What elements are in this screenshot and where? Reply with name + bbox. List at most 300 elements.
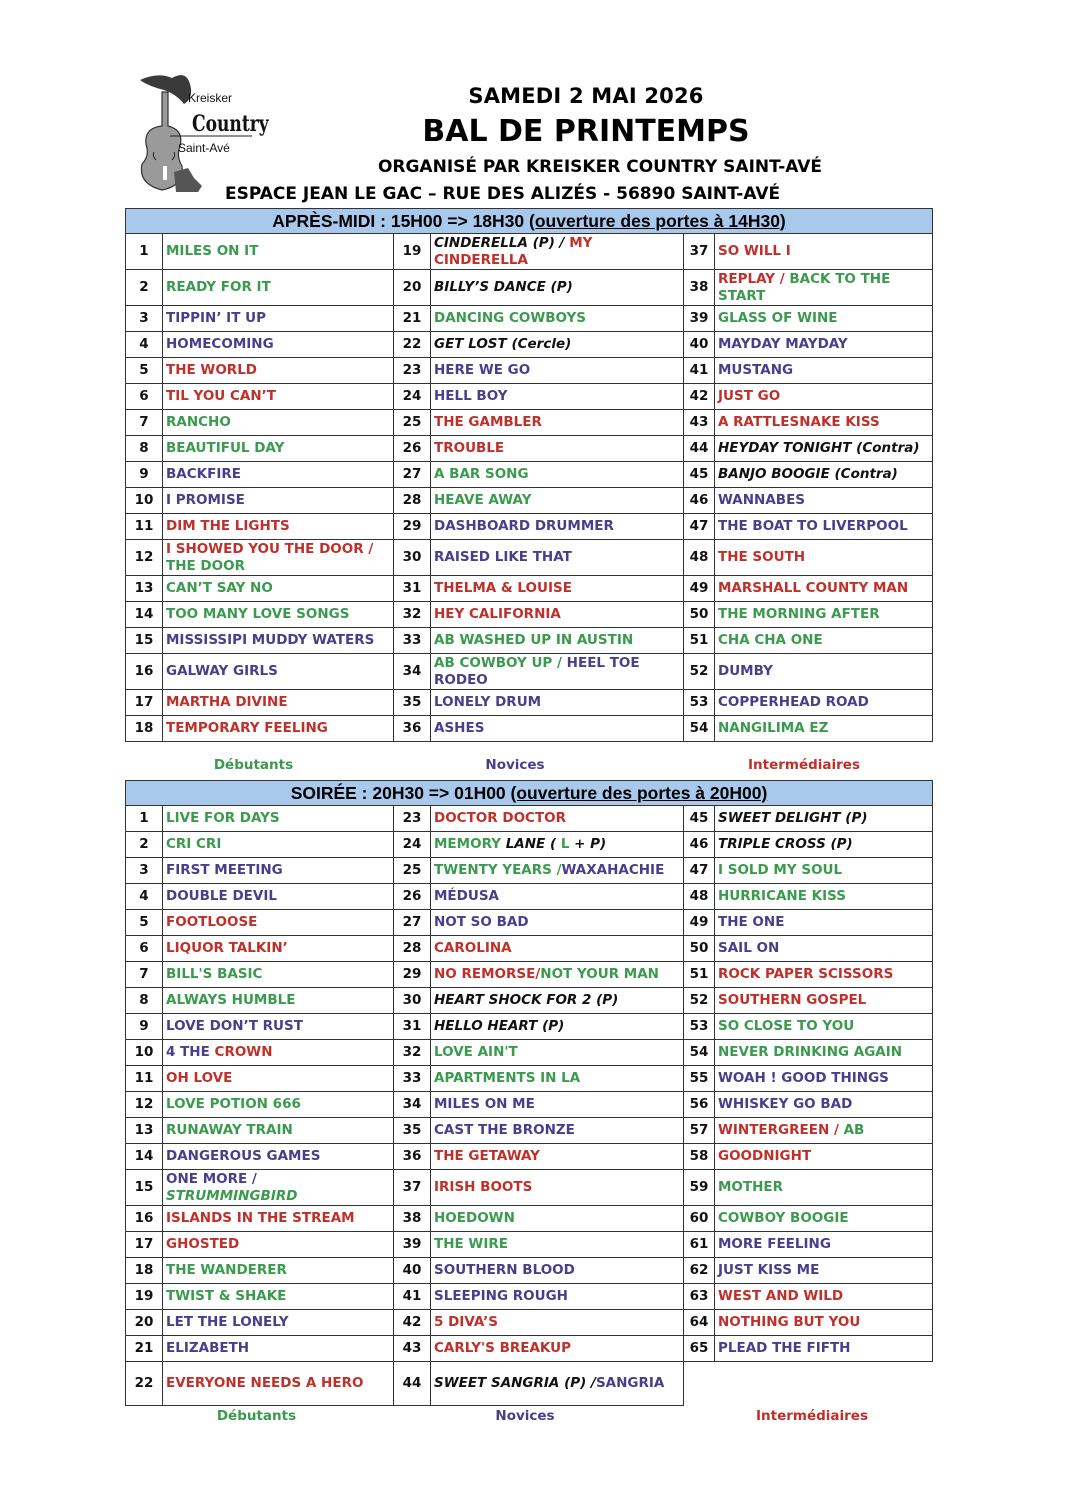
dance-title-part: HELLO HEART (P) [434,1018,565,1034]
dance-title-part: WHISKEY GO BAD [718,1096,853,1112]
dance-title-part: APARTMENTS IN LA [434,1070,581,1086]
dance-title [431,806,684,832]
dance-title-part: THE WANDERER [166,1262,287,1278]
dance-number: 50 [684,602,715,628]
dance-number: 53 [684,1014,715,1040]
dance-number: 39 [684,306,715,332]
dance-title [163,234,394,270]
dance-title [431,384,684,410]
table-row [126,1170,933,1206]
dance-number: 17 [126,690,163,716]
dance-number: 3 [126,858,163,884]
legend-novices-evening: Novices [495,1408,555,1424]
dance-number: 62 [684,1258,715,1284]
dance-number: 16 [126,1206,163,1232]
dance-title [163,1144,394,1170]
dance-title [163,1066,394,1092]
dance-title [715,436,933,462]
table-row [126,384,933,410]
dance-title [431,716,684,742]
dance-title [715,988,933,1014]
dance-number: 40 [394,1258,431,1284]
dance-title [431,332,684,358]
table-row [126,1144,933,1170]
event-title: BAL DE PRINTEMPS [422,114,750,149]
dance-title-part: CARLY'S BREAKUP [434,1340,572,1356]
dance-title [431,358,684,384]
dance-number: 59 [684,1170,715,1206]
dance-title-part: STRUMMINGBIRD [166,1187,298,1204]
legend-debutants-evening: Débutants [216,1408,297,1424]
dance-title-part: ASHES [434,720,485,736]
dance-number: 5 [126,910,163,936]
dance-title-part: ONE MORE / [166,1170,257,1187]
dance-title-part: LOVE DON’T RUST [166,1018,303,1034]
dance-title-part: WAXAHACHIE [561,862,665,878]
dance-title [431,1092,684,1118]
dance-number: 18 [126,1258,163,1284]
dance-title-part: MUSTANG [718,362,794,378]
dance-number: 57 [684,1118,715,1144]
dance-title-part: LIQUOR TALKIN’ [166,940,288,956]
dance-title-part: MILES ON IT [166,243,259,259]
dance-title [715,1232,933,1258]
dance-title-part: SOUTHERN BLOOD [434,1262,575,1278]
dance-title-part: BILLY’S DANCE (P) [434,279,573,295]
dance-title-part: RANCHO [166,414,231,430]
evening-doors-open: (ouverture des portes à 20H00) [510,782,768,803]
dance-title-part: GALWAY GIRLS [166,663,278,679]
dance-title-part: MOTHER [718,1179,784,1195]
dance-title-part: CAN’T SAY NO [166,580,273,596]
table-row [126,690,933,716]
dance-number: 36 [394,1144,431,1170]
dance-title [163,988,394,1014]
dance-number: 18 [126,716,163,742]
dance-title-part: DOCTOR DOCTOR [434,810,567,826]
dance-number: 32 [394,602,431,628]
dance-title-part: WANNABES [718,492,806,508]
dance-title [715,962,933,988]
table-row [126,1206,933,1232]
dance-title [163,936,394,962]
dance-title-part: HEEL TOE RODEO [434,654,640,688]
dance-title [431,962,684,988]
afternoon-schedule: APRÈS-MIDI : 15H00 => 18H30 [272,210,529,231]
afternoon-playlist-table [125,208,933,742]
dance-number: 32 [394,1040,431,1066]
dance-title [715,234,933,270]
dance-number: 2 [126,270,163,306]
dance-number: 45 [684,806,715,832]
legend-intermediaires: Intermédiaires [747,757,860,773]
dance-number: 27 [394,910,431,936]
dance-title [715,1284,933,1310]
dance-title-part: READY FOR IT [166,279,271,295]
dance-title-part: CHA CHA ONE [718,632,823,648]
dance-number: 11 [126,514,163,540]
dance-number: 47 [684,514,715,540]
dance-title-part: 5 DIVA’S [434,1314,498,1330]
dance-number: 15 [126,628,163,654]
dance-title [431,1118,684,1144]
dance-title-part: AB WASHED UP IN AUSTIN [434,632,634,648]
dance-number: 63 [684,1284,715,1310]
dance-title [715,384,933,410]
dance-number: 21 [394,306,431,332]
event-organizer: ORGANISÉ PAR KREISKER COUNTRY SAINT-AVÉ [377,157,823,177]
dance-title-part: DASHBOARD DRUMMER [434,518,614,534]
dance-title [431,1170,684,1206]
dance-number: 22 [126,1362,163,1406]
dance-title [163,1014,394,1040]
dance-number: 14 [126,602,163,628]
dance-title [163,690,394,716]
dance-title [163,540,394,576]
afternoon-doors-open: (ouverture des portes à 14H30) [529,210,786,231]
dance-title-part: A BAR SONG [434,466,529,482]
table-row [126,654,933,690]
table-row [126,1258,933,1284]
dance-title-part: HELL BOY [434,388,508,404]
dance-title-part: I SHOWED YOU THE DOOR / [166,540,374,557]
dance-number: 35 [394,1118,431,1144]
dance-number: 12 [126,540,163,576]
dance-title [715,410,933,436]
dance-title [715,654,933,690]
dance-title-part: SANGRIA [595,1375,665,1391]
dance-title [431,488,684,514]
dance-title [431,1040,684,1066]
dance-number: 28 [394,488,431,514]
dance-title-part: ISLANDS IN THE STREAM [166,1210,355,1226]
dance-title [715,306,933,332]
table-row [126,410,933,436]
empty-cell [684,1362,933,1406]
dance-title [431,832,684,858]
dance-title-part: NOT YOUR MAN [540,966,659,982]
dance-title-part: THE ONE [718,914,785,930]
dance-title-part: DUMBY [718,663,773,679]
dance-title-part: MAYDAY MAYDAY [718,336,848,352]
dance-title-part: CINDERELLA (P) / [434,234,570,251]
dance-title-part: CAROLINA [434,940,512,956]
dance-title [715,628,933,654]
dance-title-part: SOUTHERN GOSPEL [718,992,867,1008]
dance-title-part: DIM THE LIGHTS [166,518,290,534]
dance-title-part: ELIZABETH [166,1340,250,1356]
dance-title [431,410,684,436]
dance-title-part: FOOTLOOSE [166,914,258,930]
dance-title-part: REPLAY / [718,270,790,287]
dance-number: 43 [394,1336,431,1362]
dance-number: 37 [684,234,715,270]
dance-title-part: LANE ( [505,836,561,852]
dance-title-part: COPPERHEAD ROAD [718,694,869,710]
dance-title [431,1144,684,1170]
dance-number: 25 [394,858,431,884]
dance-title-part: RUNAWAY TRAIN [166,1122,293,1138]
dance-title-part: THE DOOR [166,557,245,574]
dance-number: 6 [126,936,163,962]
dance-title [715,1066,933,1092]
dance-title [163,436,394,462]
dance-title [163,962,394,988]
dance-title-part: JUST KISS ME [718,1262,820,1278]
dance-number: 12 [126,1092,163,1118]
dance-title [715,1258,933,1284]
dance-title [163,358,394,384]
dance-title-part: L [560,836,570,852]
dance-title [163,332,394,358]
dance-title [715,358,933,384]
dance-title-part: NO REMORSE/ [434,966,541,982]
table-row [126,1014,933,1040]
dance-title-part: DANGEROUS GAMES [166,1148,321,1164]
dance-title-part: ALWAYS HUMBLE [166,992,296,1008]
dance-number: 17 [126,1232,163,1258]
dance-title [163,806,394,832]
dance-title-part: GOODNIGHT [718,1148,812,1164]
dance-title [715,716,933,742]
dance-title-part: HEY CALIFORNIA [434,606,561,622]
table-row [126,962,933,988]
dance-number: 60 [684,1206,715,1232]
table-row [126,716,933,742]
dance-title [715,1014,933,1040]
dance-title-part: GET LOST (Cercle) [434,336,572,352]
dance-number: 31 [394,1014,431,1040]
table-row [126,988,933,1014]
dance-number: 26 [394,884,431,910]
dance-number: 38 [684,270,715,306]
dance-number: 53 [684,690,715,716]
dance-title-part: SO CLOSE TO YOU [718,1018,855,1034]
dance-title-part: IRISH BOOTS [434,1179,533,1195]
dance-title-part: CROWN [214,1044,273,1060]
dance-title-part: NOTHING BUT YOU [718,1314,861,1330]
dance-number: 38 [394,1206,431,1232]
dance-number: 14 [126,1144,163,1170]
dance-number: 41 [394,1284,431,1310]
dance-number: 2 [126,832,163,858]
dance-title [431,1362,684,1406]
dance-title-part: TIPPIN’ IT UP [166,310,266,326]
table-row [126,358,933,384]
dance-number: 52 [684,988,715,1014]
dance-title [163,716,394,742]
dance-title [431,628,684,654]
dance-title [715,1170,933,1206]
dance-title-part: THE WIRE [434,1236,508,1252]
dance-number: 24 [394,832,431,858]
table-row [126,488,933,514]
dance-number: 10 [126,1040,163,1066]
dance-title [431,1336,684,1362]
dance-title-part: BILL'S BASIC [166,966,263,982]
dance-title [715,806,933,832]
dance-title-part: THE GAMBLER [434,414,542,430]
table-row [126,910,933,936]
dance-title [715,332,933,358]
dance-title-part: GHOSTED [166,1236,240,1252]
dance-title [431,306,684,332]
dance-number: 29 [394,514,431,540]
dance-title [163,514,394,540]
dance-number: 44 [684,436,715,462]
dance-number: 21 [126,1336,163,1362]
dance-title-part: SAIL ON [718,940,780,956]
table-row [126,806,933,832]
dance-number: 54 [684,716,715,742]
dance-number: 33 [394,628,431,654]
dance-title-part: LET THE LONELY [166,1314,289,1330]
dance-number: 37 [394,1170,431,1206]
evening-playlist-table [125,780,933,1406]
table-row [126,234,933,270]
dance-title-part: THELMA & LOUISE [434,580,572,596]
dance-number: 33 [394,1066,431,1092]
dance-title-part: DOUBLE DEVIL [166,888,277,904]
dance-number: 13 [126,1118,163,1144]
dance-title [163,1336,394,1362]
table-row [126,602,933,628]
dance-title [715,514,933,540]
dance-title-part: PLEAD THE FIFTH [718,1340,851,1356]
dance-title-part: THE SOUTH [718,549,806,565]
dance-title [163,1310,394,1336]
dance-number: 36 [394,716,431,742]
dance-number: 16 [126,654,163,690]
dance-title-part: MEMORY [434,836,506,852]
dance-title [163,576,394,602]
dance-title [715,1206,933,1232]
dance-title [163,488,394,514]
table-row [126,1066,933,1092]
dance-title [431,654,684,690]
dance-title-part: HOMECOMING [166,336,274,352]
dance-title-part: SO WILL I [718,243,791,259]
dance-number: 23 [394,358,431,384]
dance-number: 20 [394,270,431,306]
dance-title-part: MARSHALL COUNTY MAN [718,580,909,596]
evening-schedule: SOIRÉE : 20H30 => 01H00 [290,782,511,803]
dance-title-part: DANCING COWBOYS [434,310,587,326]
table-row [126,832,933,858]
dance-number: 46 [684,488,715,514]
dance-title-part: TROUBLE [434,440,505,456]
dance-title-part: MORE FEELING [718,1236,831,1252]
dance-title [163,884,394,910]
dance-number: 9 [126,462,163,488]
dance-title [431,1014,684,1040]
dance-title-part: NOT SO BAD [434,914,529,930]
dance-title-part: HURRICANE KISS [718,888,846,904]
dance-title-part: HERE WE GO [434,362,531,378]
dance-title [715,832,933,858]
dance-title-part: BACKFIRE [166,466,241,482]
dance-number: 44 [394,1362,431,1406]
table-row [126,306,933,332]
dance-title-part: + P) [569,836,607,852]
table-row [126,270,933,306]
dance-number: 65 [684,1336,715,1362]
dance-title-part: ROCK PAPER SCISSORS [718,966,894,982]
dance-number: 48 [684,540,715,576]
dance-title-part: THE GETAWAY [434,1148,540,1164]
table-row [126,1092,933,1118]
table-row [126,884,933,910]
dance-title [163,1170,394,1206]
dance-title-part: TWIST & SHAKE [166,1288,287,1304]
dance-title-part: LOVE AIN'T [434,1044,518,1060]
dance-title-part: THE WORLD [166,362,257,378]
dance-title [163,1118,394,1144]
dance-title [163,602,394,628]
dance-number: 34 [394,1092,431,1118]
dance-title [163,1092,394,1118]
dance-title [431,1066,684,1092]
table-row [126,1040,933,1066]
dance-title [431,1310,684,1336]
dance-number: 39 [394,1232,431,1258]
table-row [126,1310,933,1336]
dance-title [715,488,933,514]
dance-number: 7 [126,410,163,436]
dance-title-part: MÉDUSA [434,888,499,904]
dance-title [163,306,394,332]
dance-number: 29 [394,962,431,988]
dance-title-part: WOAH ! GOOD THINGS [718,1070,889,1086]
dance-title [163,858,394,884]
dance-number: 45 [684,462,715,488]
dance-title [431,936,684,962]
dance-title [163,628,394,654]
dance-title [163,410,394,436]
table-row [126,1362,933,1406]
dance-title [431,462,684,488]
dance-number: 30 [394,540,431,576]
table-row [126,436,933,462]
dance-number: 1 [126,234,163,270]
dance-title-part: GLASS OF WINE [718,310,838,326]
dance-title-part: THE BOAT TO LIVERPOOL [718,518,908,534]
dance-title [431,884,684,910]
dance-title [715,1118,933,1144]
dance-number: 3 [126,306,163,332]
dance-title-part: FIRST MEETING [166,862,283,878]
dance-number: 9 [126,1014,163,1040]
dance-title [715,576,933,602]
dance-number: 50 [684,936,715,962]
dance-title [715,884,933,910]
dance-title [431,602,684,628]
dance-title-part: CRI CRI [166,836,222,852]
dance-title-part: HEART SHOCK FOR 2 (P) [434,992,619,1008]
dance-title-part: NEVER DRINKING AGAIN [718,1044,903,1060]
dance-title-part: EVERYONE NEEDS A HERO [166,1375,364,1391]
dance-number: 46 [684,832,715,858]
legend-intermediaires-evening: Intermédiaires [755,1408,868,1424]
dance-title-part: JUST GO [718,388,781,404]
dance-number: 7 [126,962,163,988]
table-row [126,462,933,488]
table-row [126,1336,933,1362]
dance-number: 20 [126,1310,163,1336]
dance-title-part: I PROMISE [166,492,245,508]
dance-title-part: RAISED LIKE THAT [434,549,572,565]
dance-number: 26 [394,436,431,462]
